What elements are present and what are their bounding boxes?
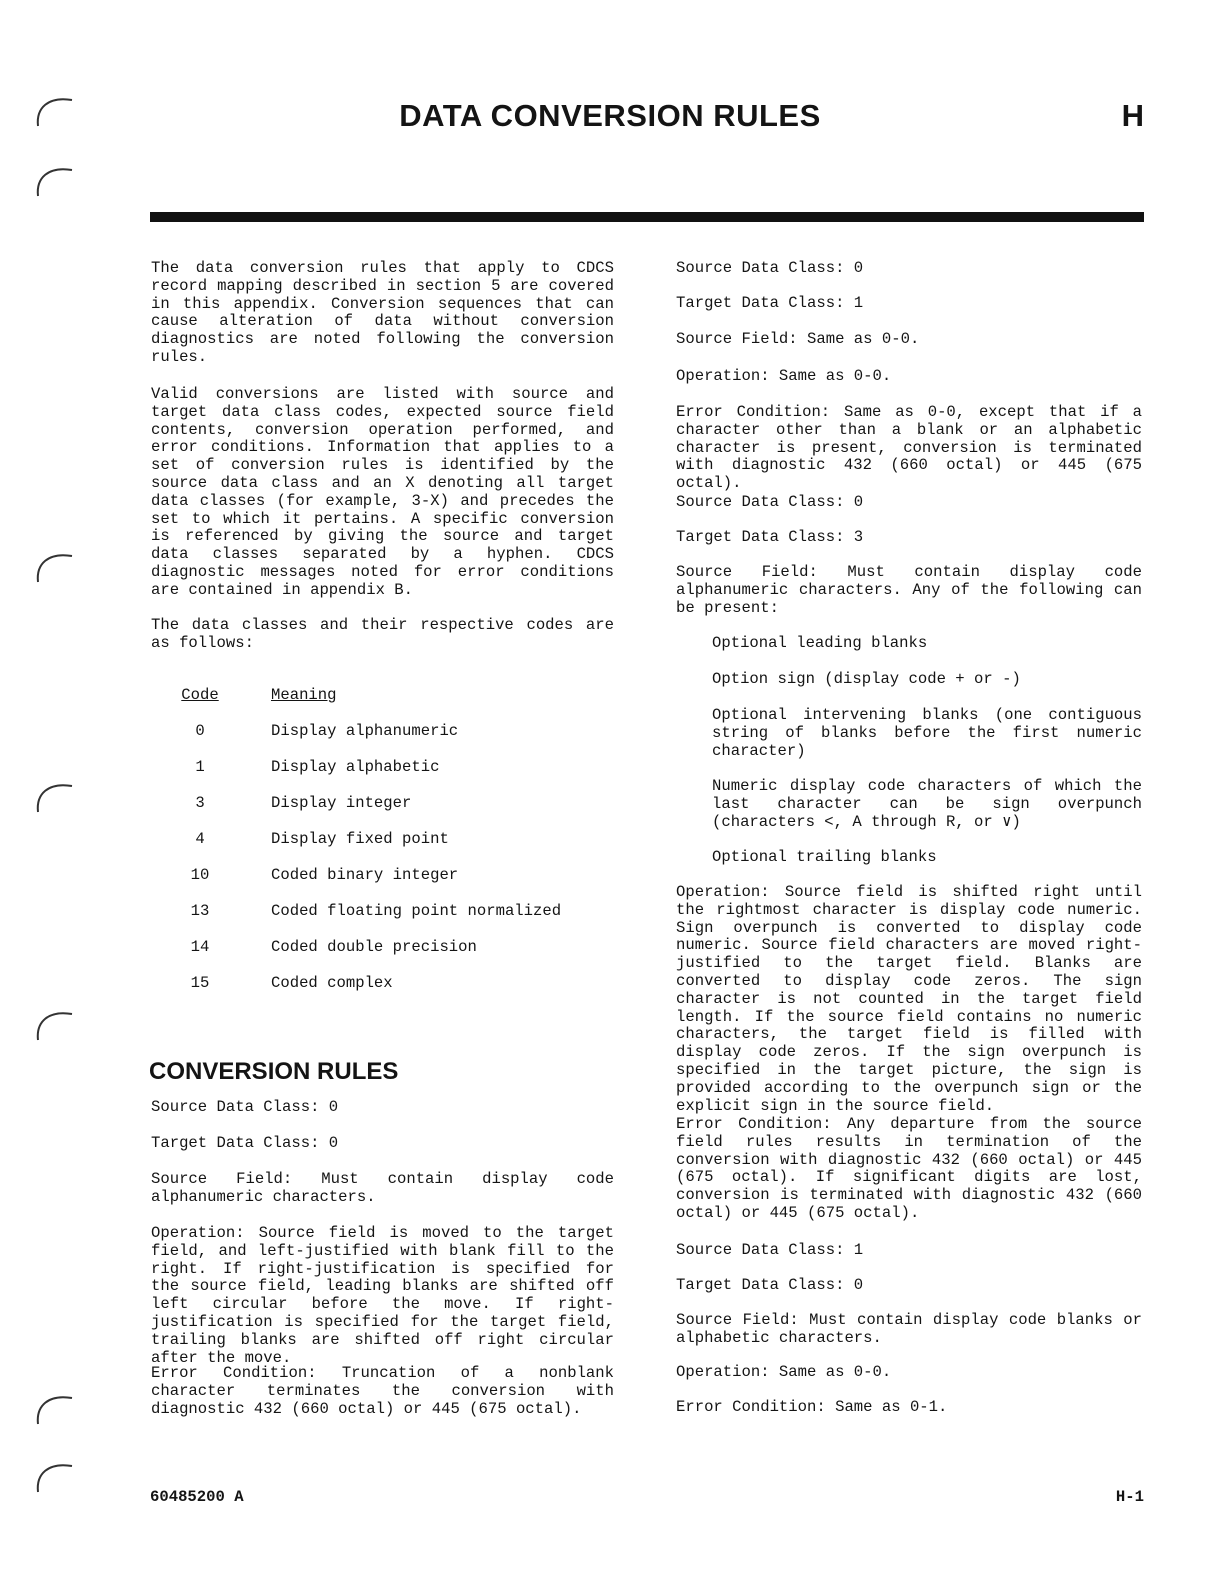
- classes-intro-paragraph: [151, 617, 614, 653]
- rule-0-1-operation: Operation: Same as 0-0.: [676, 367, 892, 385]
- page-title: DATA CONVERSION RULES: [399, 98, 821, 133]
- intro-paragraph: [151, 260, 614, 367]
- rule-0-1-source-field: Source Field: Same as 0-0.: [676, 330, 920, 348]
- rule-0-0-source-field: Source Field: Must contain display code alphanumeric characters.: [151, 1170, 614, 1206]
- column-header-meaning: Meaning: [271, 686, 337, 704]
- binder-hole: [32, 1384, 76, 1428]
- meaning-cell: Coded floating point normalized: [271, 902, 562, 920]
- rule-1-0-target-class: Target Data Class: 0: [676, 1276, 864, 1294]
- rule-0-1-error: Error Condition: Same as 0-0, except that if a character other than a blank or an alphabetic character is present, conversion is terminated with diagnostic 432 (660 octal) or 445 (675 octal).: [676, 403, 1142, 493]
- document-number: 60485200 A: [150, 1488, 244, 1506]
- list-item: Optional trailing blanks: [712, 848, 937, 866]
- binder-hole: [32, 156, 76, 200]
- list-item: Optional intervening blanks (one contiguous string of blanks before the first numeric character): [712, 706, 1142, 760]
- meaning-cell: Coded complex: [271, 974, 393, 992]
- code-cell: 10: [190, 866, 210, 884]
- meaning-cell: Display alphanumeric: [271, 722, 459, 740]
- valid-conversions-text: Valid conversions are listed with source and target data class codes, expected source field contents, conversion operation performed, and error conditions. Information that applies to a set of conversion rules is identified by the source data class and an X denoting all target data classes (for example, 3-X) and precedes the set to which it pertains. A specific conversion is referenced by giving the source and target data classes separated by a hyphen. CDCS diagnostic messages noted for error conditions are contained in appendix B.: [151, 385, 614, 599]
- rule-0-3-operation: Operation: Source field is shifted right until the rightmost character is display code numeric. Sign overpunch is converted to display code numeric. Source field characters are moved right-justified to the target field. Blanks are converted to display code zeros. The sign character is not counted in the target field length. If the source field contains no numeric characters, the target field is filled with display code zeros. If the sign overpunch is specified in the target picture, the sign is provided according to the overpunch sign or the explicit sign in the source field.: [676, 883, 1142, 1115]
- rule-0-3-source-field: Source Field: Must contain display code alphanumeric characters. Any of the following can be present:: [676, 563, 1142, 617]
- column-header-code: Code: [181, 686, 219, 704]
- table-row: [165, 903, 561, 939]
- valid-conversions-paragraph: [151, 386, 614, 600]
- rule-1-0-source-field: Source Field: Must contain display code blanks or alphabetic characters.: [676, 1311, 1142, 1347]
- table-header-row: [165, 687, 561, 723]
- section-heading-conversion-rules: CONVERSION RULES: [149, 1058, 399, 1085]
- binder-hole: [32, 1452, 76, 1496]
- meaning-cell: Coded double precision: [271, 938, 477, 956]
- meaning-cell: Display fixed point: [271, 830, 449, 848]
- table-row: [165, 795, 561, 831]
- table-row: [165, 867, 561, 903]
- rule-0-0-target-class: Target Data Class: 0: [151, 1134, 339, 1152]
- rule-0-0-operation: Operation: Source field is moved to the target field, and left-justified with blank fill to the right. If right-justification is specified for the source field, leading blanks are shifted off left circular before the move. If right-justification is specified for the target field, trailing blanks are shifted off right circular after the move.: [151, 1224, 614, 1367]
- code-cell: 13: [190, 902, 210, 920]
- list-item: Numeric display code characters of which the last character can be sign overpunch (characters <, A through R, or ∨): [712, 777, 1142, 831]
- code-cell: 4: [195, 830, 205, 848]
- binder-hole: [32, 772, 76, 816]
- table-row: [165, 975, 561, 1011]
- table-row: [165, 759, 561, 795]
- data-class-table-wrap: [165, 687, 561, 1011]
- table-row: [165, 939, 561, 975]
- meaning-cell: Coded binary integer: [271, 866, 459, 884]
- table-row: [165, 831, 561, 867]
- code-cell: 0: [195, 722, 205, 740]
- code-cell: 15: [190, 974, 210, 992]
- rule-1-0-source-class: Source Data Class: 1: [676, 1241, 864, 1259]
- rule-0-3-target-class: Target Data Class: 3: [676, 528, 864, 546]
- rule-0-0-error: Error Condition: Truncation of a nonblank character terminates the conversion with diagnostic 432 (660 octal) or 445 (675 octal).: [151, 1364, 614, 1418]
- rule-0-0-source-class: Source Data Class: 0: [151, 1098, 339, 1116]
- code-cell: 3: [195, 794, 205, 812]
- appendix-letter: H: [1121, 98, 1144, 133]
- rule-0-3-source-class: Source Data Class: 0: [676, 493, 864, 511]
- rule-0-1-target-class: Target Data Class: 1: [676, 294, 864, 312]
- header-rule: [150, 212, 1144, 222]
- binder-hole: [32, 542, 76, 586]
- rule-0-3-error: Error Condition: Any departure from the source field rules results in termination of the conversion with diagnostic 432 (660 octal) or 445 (675 octal). If significant digits are lost, conversion is terminated with diagnostic 432 (660 octal) or 445 (675 octal).: [676, 1115, 1142, 1222]
- meaning-cell: Display integer: [271, 794, 412, 812]
- table-row: [165, 723, 561, 759]
- rule-1-0-error: Error Condition: Same as 0-1.: [676, 1398, 948, 1416]
- binder-hole: [32, 1000, 76, 1044]
- classes-intro-text: The data classes and their respective codes are as follows:: [151, 616, 614, 652]
- intro-text: The data conversion rules that apply to CDCS record mapping described in section 5 are covered in this appendix. Conversion sequences that can cause alteration of data without conversion diagnostics are noted following the conversion rules.: [151, 259, 614, 366]
- list-item: Option sign (display code + or -): [712, 670, 1021, 688]
- code-cell: 1: [195, 758, 205, 776]
- rule-0-1-source-class: Source Data Class: 0: [676, 259, 864, 277]
- rule-1-0-operation: Operation: Same as 0-0.: [676, 1363, 892, 1381]
- list-item: Optional leading blanks: [712, 634, 928, 652]
- meaning-cell: Display alphabetic: [271, 758, 440, 776]
- page-number: H-1: [1115, 1488, 1144, 1506]
- code-cell: 14: [190, 938, 210, 956]
- data-class-table: [165, 687, 561, 1011]
